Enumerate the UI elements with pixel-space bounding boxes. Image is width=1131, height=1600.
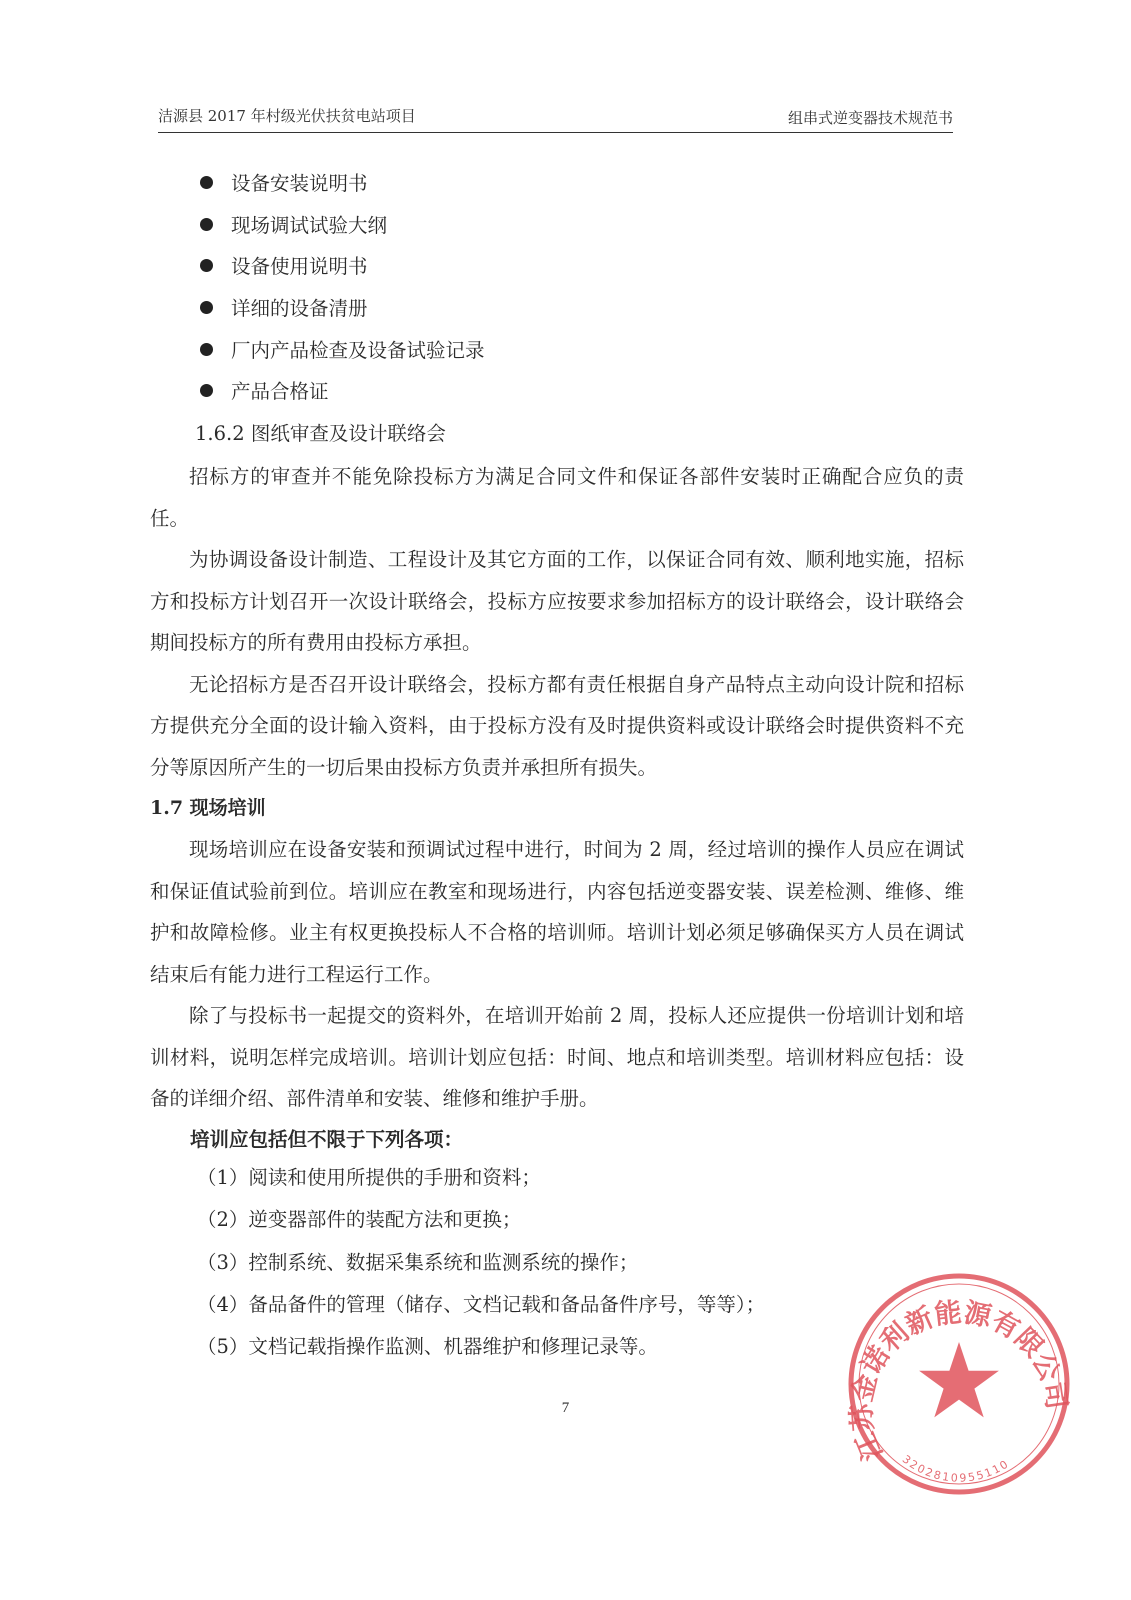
- list-item: 产品合格证: [200, 376, 485, 418]
- document-list: [200, 168, 485, 418]
- list-item: 详细的设备清册: [200, 293, 485, 335]
- paragraph: 现场培训应在设备安装和预调试过程中进行，时间为 2 周，经过培训的操作人员应在调试和保证值试验前到位。培训应在教室和现场进行，内容包括逆变器安装、误差检测、维修、维护和故障检修。业主有权更换投标人不合格的培训师。培训计划必须足够确保买方人员在调试结束后有能力进行工程运行工作。: [150, 838, 964, 986]
- paragraph: 除了与投标书一起提交的资料外，在培训开始前 2 周，投标人还应提供一份培训计划和培训材料，说明怎样完成培训。培训计划应包括：时间、地点和培训类型。培训材料应包括：设备的详细介绍、部件清单和安装、维修和维护手册。: [150, 1004, 964, 1110]
- bullet-icon: [200, 301, 213, 314]
- list-item: （5）文档记载指操作监测、机器维护和修理记录等。: [197, 1335, 658, 1359]
- section-heading-1-7: 1.7 现场培训: [150, 797, 266, 819]
- page-number: 7: [561, 1400, 570, 1416]
- list-item: （3）控制系统、数据采集系统和监测系统的操作；: [197, 1250, 639, 1274]
- bullet-icon: [200, 176, 213, 189]
- paragraph: 为协调设备设计制造、工程设计及其它方面的工作，以保证合同有效、顺利地实施，招标方和投标方计划召开一次设计联络会，投标方应按要求参加招标方的设计联络会，设计联络会期间投标方的所有费用由投标方承担。: [150, 548, 964, 654]
- header-project-title: 洁源县 2017 年村级光伏扶贫电站项目: [158, 107, 416, 125]
- list-item: 现场调试试验大纲: [200, 210, 485, 252]
- paragraphs-1-6-2: [150, 456, 964, 788]
- list-item: 设备安装说明书: [200, 168, 485, 210]
- bullet-icon: [200, 343, 213, 356]
- list-item: 厂内产品检查及设备试验记录: [200, 335, 485, 377]
- page-header: [158, 104, 953, 133]
- company-seal-icon: [843, 1268, 1075, 1500]
- bullet-icon: [200, 259, 213, 272]
- seal-name: 江苏金诺利新能源有限公司: [846, 1296, 1072, 1465]
- list-item: （1）阅读和使用所提供的手册和资料；: [197, 1166, 541, 1189]
- header-document-title: 组串式逆变器技术规范书: [787, 109, 953, 127]
- paragraph: 招标方的审查并不能免除投标方为满足合同文件和保证各部件安装时正确配合应负的责任。: [150, 465, 964, 530]
- svg-text:3202810955110: [900, 1453, 1012, 1485]
- paragraphs-1-7: [150, 829, 964, 1120]
- paragraph: 无论招标方是否召开设计联络会，投标方都有责任根据自身产品特点主动向设计院和招标方提供充分全面的设计输入资料，由于投标方没有及时提供资料或设计联络会时提供资料不充分等原因所产生的一切后果由投标方负责并承担所有损失。: [150, 672, 964, 779]
- bullet-icon: [200, 384, 213, 397]
- list-item: （2）逆变器部件的装配方法和更换；: [197, 1208, 522, 1232]
- subsection-heading-1-6-2: 1.6.2 图纸审查及设计联络会: [195, 422, 446, 445]
- seal-code: 3202810955110: [899, 1452, 1012, 1485]
- training-heading: 培训应包括但不限于下列各项：: [190, 1128, 464, 1151]
- list-item: （4）备品备件的管理（储存、文档记载和备品备件序号，等等）；: [197, 1292, 766, 1316]
- list-item: 设备使用说明书: [200, 251, 485, 293]
- bullet-icon: [200, 218, 213, 231]
- training-list: [197, 1162, 765, 1373]
